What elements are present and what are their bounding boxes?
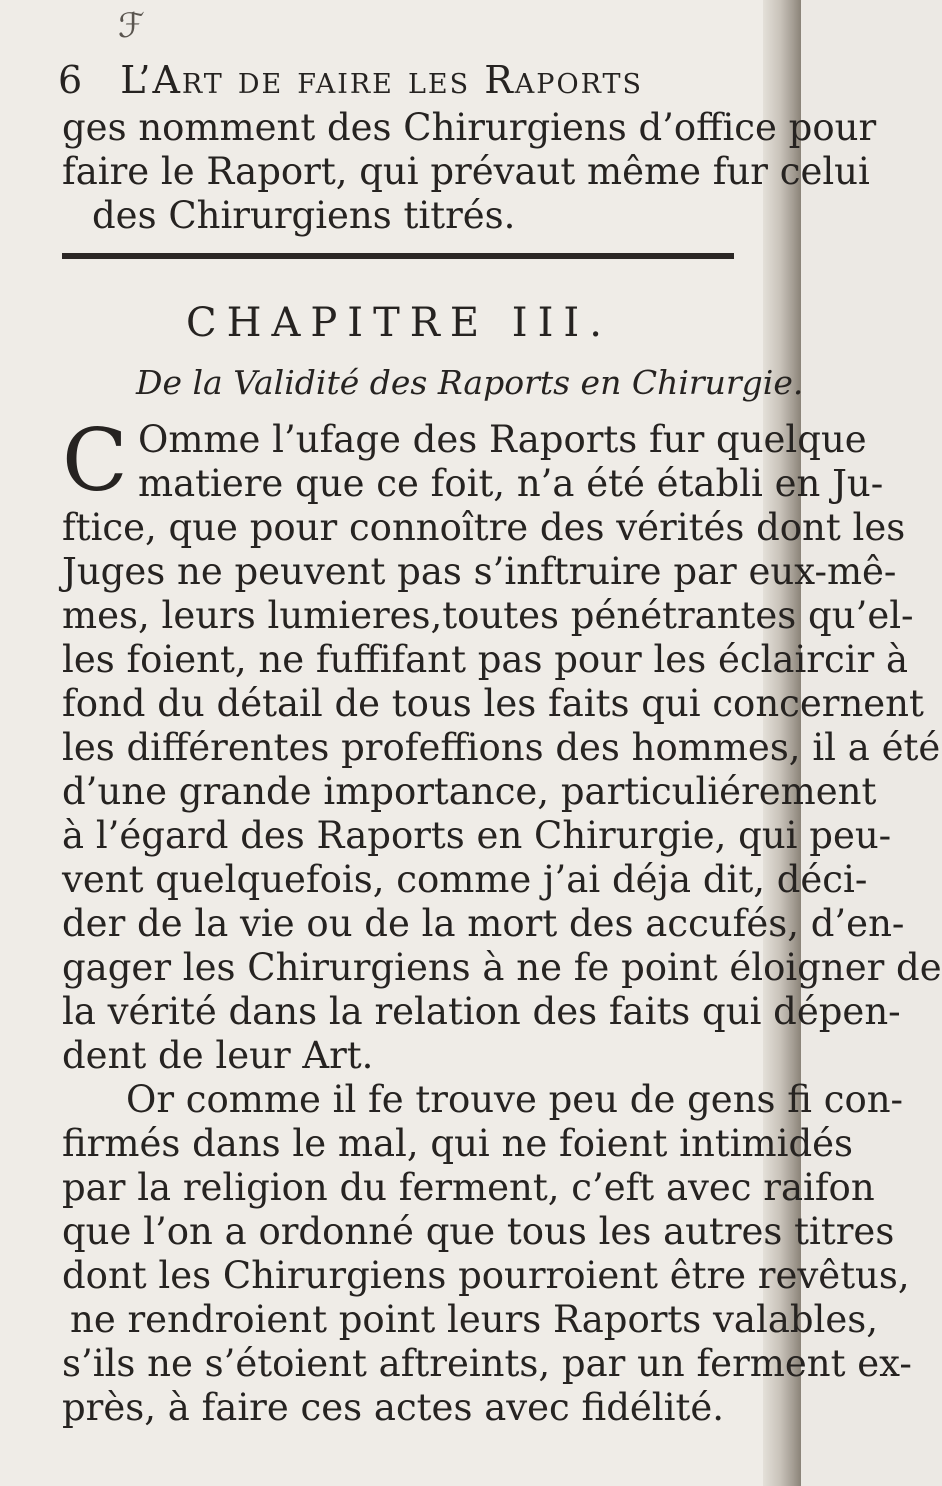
text-line: dent de leur Art.: [62, 1034, 374, 1077]
ink-mark: ℱ: [118, 6, 145, 46]
text-line: matiere que ce foit, n’a été établi en Ju-: [138, 462, 884, 505]
text-line: près, à faire ces actes avec fidélité.: [62, 1386, 724, 1429]
text-line: à l’égard des Raports en Chirurgie, qui peu-: [62, 814, 892, 857]
chapter-title: CHAPITRE III.: [186, 300, 612, 346]
running-header: [58, 58, 643, 102]
page-number: 6: [58, 58, 85, 102]
chapter-subtitle: De la Validité des Raports en Chirurgie.: [136, 363, 804, 402]
text-line: mes, leurs lumieres,toutes pénétrantes qu’el-: [62, 594, 914, 637]
text-line: ges nomment des Chirurgiens d’office pour: [62, 106, 877, 149]
text-line: d’une grande importance, particuliérement: [62, 770, 877, 813]
text-line: vent quelquefois, comme j’ai déja dit, déci-: [62, 858, 868, 901]
text-line: ftice, que pour connoître des vérités dont les: [62, 506, 906, 549]
text-line: faire le Raport, qui prévaut même fur celui: [62, 150, 870, 193]
text-line: que l’on a ordonné que tous les autres titres: [62, 1210, 895, 1253]
text-line: des Chirurgiens titrés.: [92, 194, 516, 237]
text-line: firmés dans le mal, qui ne foient intimidés: [62, 1122, 854, 1165]
text-line: par la religion du ferment, c’eft avec raifon: [62, 1166, 875, 1209]
text-line: dont les Chirurgiens pourroient être revêtus,: [62, 1254, 910, 1297]
text-line: les différentes profeffions des hommes, il a été: [62, 726, 941, 769]
text-line: Or comme il fe trouve peu de gens fi con-: [126, 1078, 904, 1121]
text-line: s’ils ne s’étoient aftreints, par un ferment ex-: [62, 1342, 912, 1385]
text-line: der de la vie ou de la mort des accufés, d’en-: [62, 902, 905, 945]
running-title: L’Art de faire les Raports: [120, 58, 643, 102]
text-line: Omme l’ufage des Raports fur quelque: [138, 418, 867, 461]
text-line: gager les Chirurgiens à ne fe point éloigner de: [62, 946, 942, 989]
section-rule: [62, 253, 734, 259]
text-line: ne rendroient point leurs Raports valables,: [70, 1298, 879, 1341]
text-line: fond du détail de tous les faits qui concernent: [62, 682, 924, 725]
text-line: les foient, ne fuffifant pas pour les éclaircir à: [62, 638, 909, 681]
drop-cap: C: [62, 411, 128, 511]
text-line: la vérité dans la relation des faits qui dépen-: [62, 990, 901, 1033]
text-line: Juges ne peuvent pas s’inftruire par eux-mê-: [62, 550, 897, 593]
